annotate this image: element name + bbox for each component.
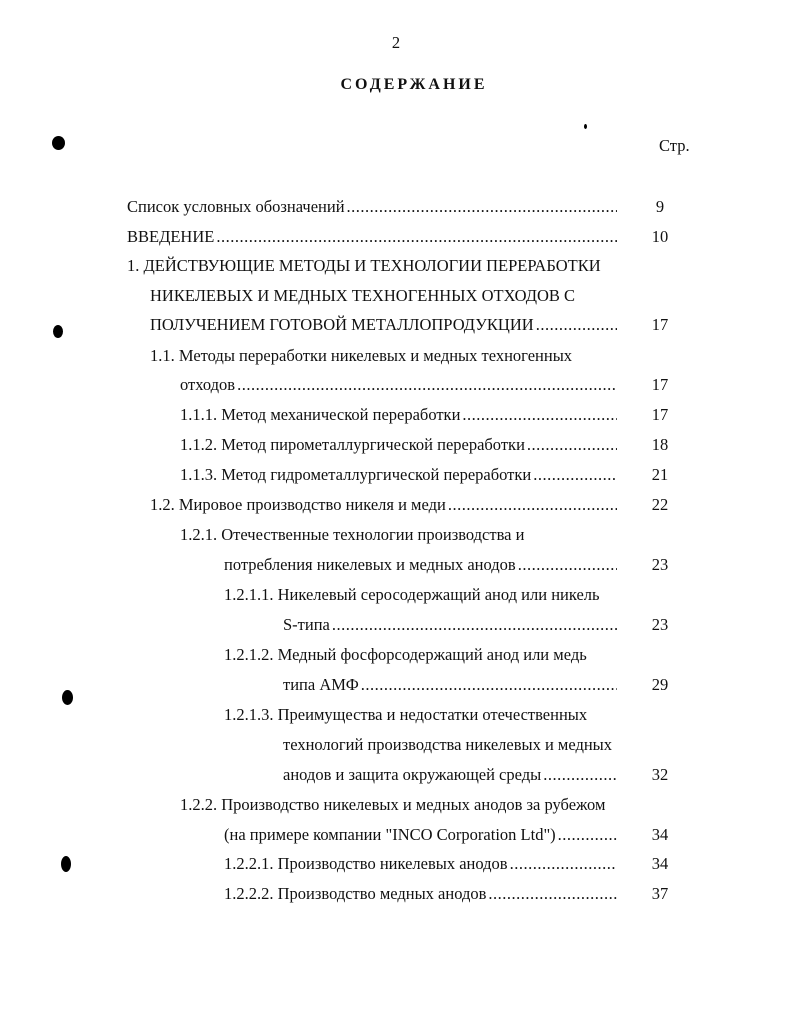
toc-page: 18 — [651, 435, 669, 454]
toc-leader — [488, 883, 617, 905]
toc-leader — [518, 554, 617, 576]
scan-blot — [52, 136, 65, 150]
toc-leader — [332, 614, 617, 636]
toc-entry — [180, 524, 617, 546]
toc-leader — [462, 404, 617, 426]
toc-leader — [448, 494, 617, 516]
toc-entry — [127, 255, 647, 277]
toc-page: 32 — [651, 765, 669, 784]
toc-entry-text: НИКЕЛЕВЫХ И МЕДНЫХ ТЕХНОГЕННЫХ ОТХОДОВ С — [150, 286, 576, 305]
toc-entry-text: (на примере компании "INCO Corporation Ltd") — [224, 825, 556, 844]
document-title: СОДЕРЖАНИЕ — [340, 76, 488, 93]
toc-leader — [527, 434, 617, 456]
toc-entry-text: 1. ДЕЙСТВУЮЩИЕ МЕТОДЫ И ТЕХНОЛОГИИ ПЕРЕРАБОТКИ — [127, 256, 601, 275]
toc-leader — [216, 226, 617, 248]
toc-entry — [127, 226, 617, 248]
toc-entry-text: 1.2.2.2. Производство медных анодов — [224, 884, 487, 903]
toc-entry-text: 1.2.2.1. Производство никелевых анодов — [224, 854, 508, 873]
toc-entry — [224, 704, 624, 726]
toc-entry — [224, 554, 617, 576]
toc-entry — [224, 644, 624, 666]
toc-entry-text: 1.1. Методы переработки никелевых и медных техногенных — [150, 346, 573, 365]
scan-blot — [61, 856, 71, 872]
toc-page: 22 — [651, 495, 669, 514]
scan-blot — [53, 325, 63, 338]
toc-page: 17 — [651, 405, 669, 424]
toc-entry-text: 1.2.1.3. Преимущества и недостатки отечественных — [224, 705, 588, 724]
toc-entry-text: типа АМФ — [283, 675, 359, 694]
toc-entry — [224, 853, 617, 875]
toc-page: 37 — [651, 884, 669, 903]
toc-leader — [347, 196, 617, 218]
toc-entry — [283, 764, 617, 786]
toc-page: 23 — [651, 615, 669, 634]
page-column-header: Стр. — [659, 136, 690, 155]
toc-entry — [180, 794, 640, 816]
page-number: 2 — [391, 33, 401, 52]
toc-entry-text: 1.2.1. Отечественные технологии производства и — [180, 525, 525, 544]
toc-entry — [224, 824, 617, 846]
toc-page: 21 — [651, 465, 669, 484]
toc-entry-text: потребления никелевых и медных анодов — [224, 555, 516, 574]
toc-entry-text: технологий производства никелевых и медных — [283, 735, 613, 754]
toc-page: 23 — [651, 555, 669, 574]
toc-entry-text: S-типа — [283, 615, 330, 634]
toc-entry-text: отходов — [180, 375, 236, 394]
toc-entry — [283, 614, 617, 636]
toc-leader — [543, 764, 617, 786]
toc-entry-text: 1.2.2. Производство никелевых и медных анодов за рубежом — [180, 795, 606, 814]
scan-blot — [584, 124, 587, 129]
toc-leader — [536, 314, 617, 336]
toc-entry — [150, 345, 610, 367]
toc-entry-text: 1.2.1.1. Никелевый серосодержащий анод или никель — [224, 585, 600, 604]
toc-entry-text: 1.2. Мировое производство никеля и меди — [150, 495, 446, 514]
toc-entry-text: 1.1.2. Метод пирометаллургической переработки — [180, 435, 525, 454]
toc-entry-text: 1.1.1. Метод механической переработки — [180, 405, 461, 424]
toc-entry-text: 1.1.3. Метод гидрометаллургической переработки — [180, 465, 532, 484]
toc-page: 34 — [651, 854, 669, 873]
toc-entry-text: Список условных обозначений — [127, 197, 345, 216]
toc-entry — [127, 196, 617, 218]
toc-page: 9 — [655, 197, 665, 216]
toc-entry — [224, 883, 617, 905]
toc-page: 29 — [651, 675, 669, 694]
toc-leader — [510, 853, 617, 875]
toc-leader — [237, 374, 617, 396]
toc-leader — [558, 824, 617, 846]
toc-entry-text: ВВЕДЕНИЕ — [127, 227, 215, 246]
toc-page: 34 — [651, 825, 669, 844]
toc-entry-text: анодов и защита окружающей среды — [283, 765, 542, 784]
toc-entry-text: ПОЛУЧЕНИЕМ ГОТОВОЙ МЕТАЛЛОПРОДУКЦИИ — [150, 315, 534, 334]
toc-entry — [283, 674, 617, 696]
toc-entry — [180, 374, 617, 396]
toc-leader — [533, 464, 617, 486]
toc-entry — [150, 285, 610, 307]
toc-leader — [361, 674, 617, 696]
toc-entry — [150, 314, 617, 336]
toc-page: 17 — [651, 315, 669, 334]
toc-entry — [180, 404, 617, 426]
toc-entry — [180, 434, 617, 456]
toc-entry — [180, 464, 617, 486]
toc-entry-text: 1.2.1.2. Медный фосфорсодержащий анод или медь — [224, 645, 587, 664]
toc-entry — [224, 584, 624, 606]
scan-blot — [62, 690, 73, 705]
toc-page: 10 — [651, 227, 669, 246]
toc-entry — [283, 734, 643, 756]
toc-page: 17 — [651, 375, 669, 394]
toc-entry — [150, 494, 617, 516]
